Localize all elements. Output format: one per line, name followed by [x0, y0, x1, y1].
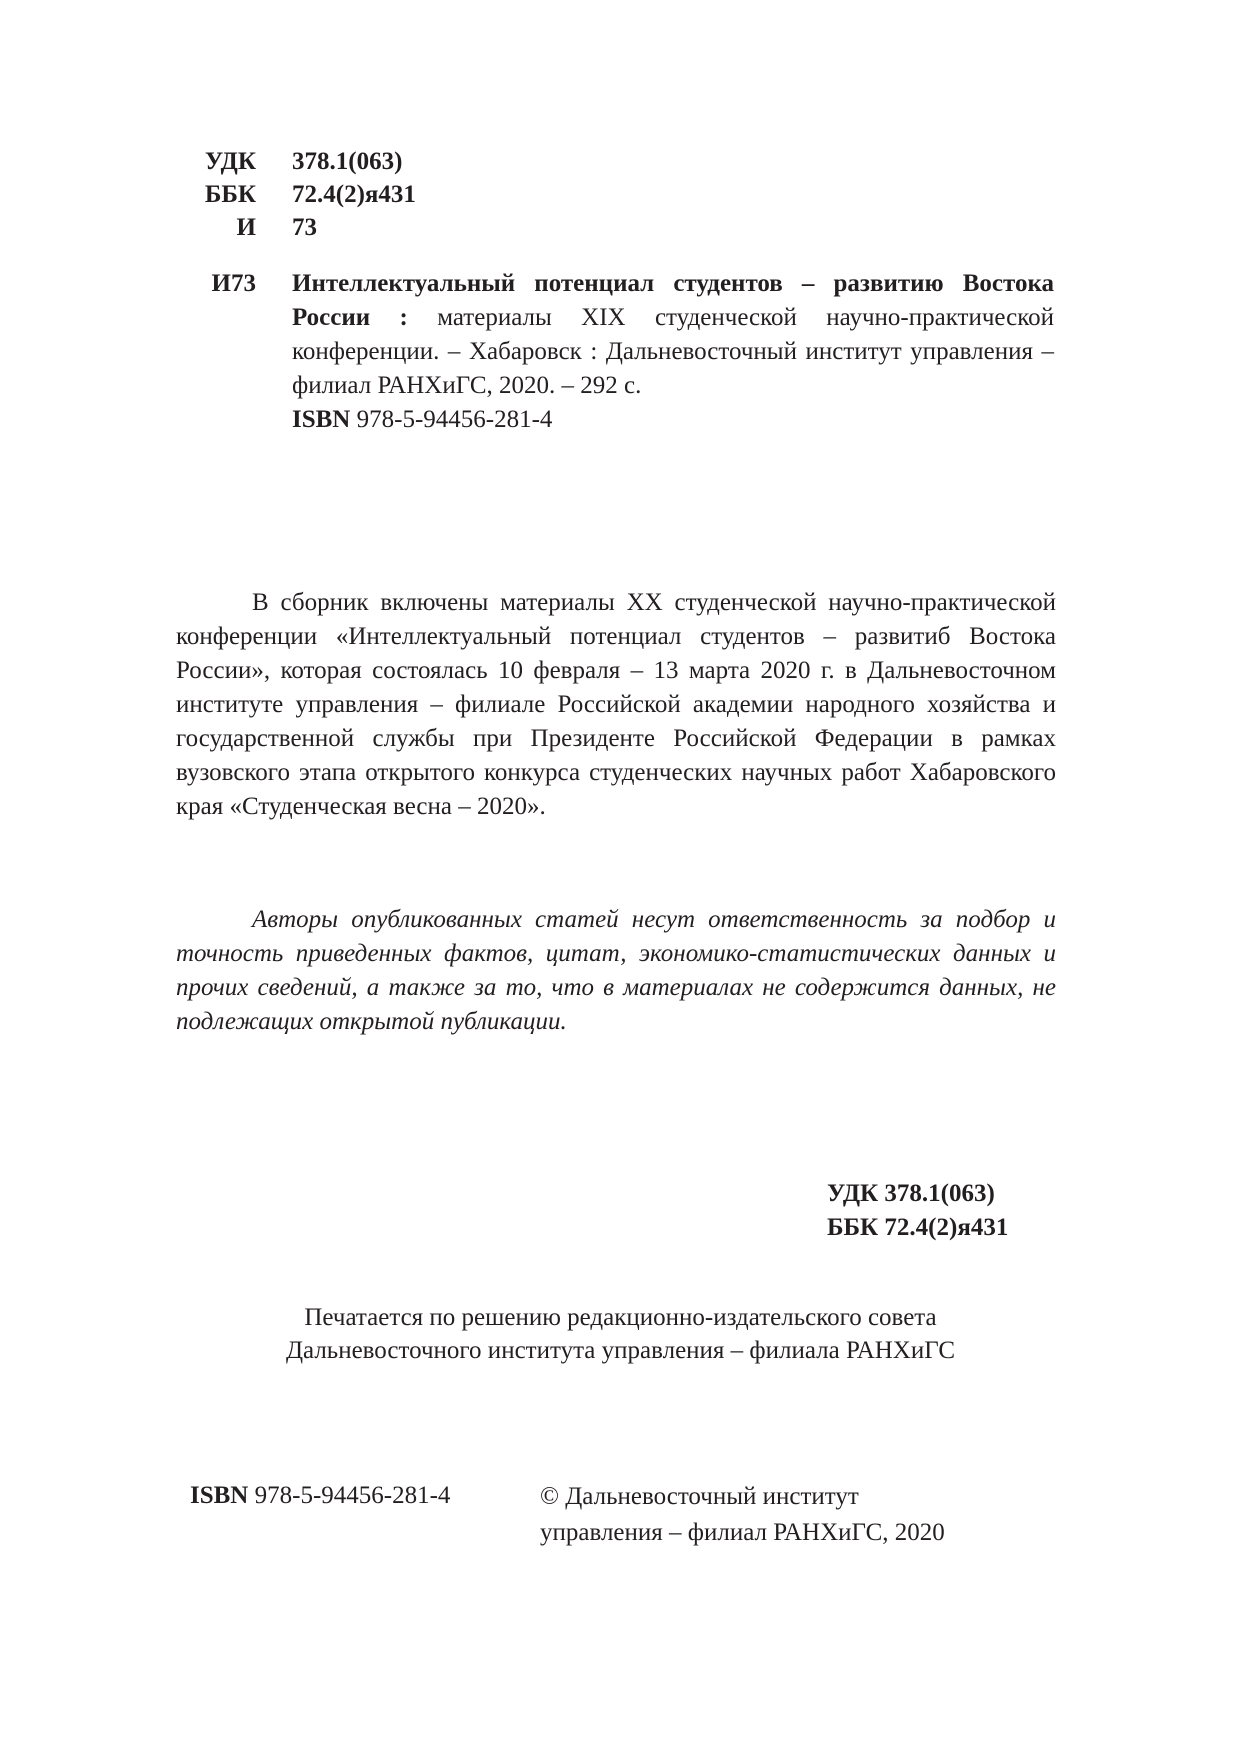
publication-details: материалы XIX студенческой научно-практической конференции. – Хабаровск : Дальневосточный институт управления – филиал РАНХиГС, 2020. – 292 с.: [292, 304, 1054, 399]
bbk-row: [196, 178, 416, 211]
footer-isbn-label: ISBN: [190, 1482, 249, 1509]
copyright-line-1: © Дальневосточный институт: [540, 1483, 859, 1510]
author-sign-row: [196, 211, 416, 244]
bbk-value: 72.4(2)я431: [292, 181, 416, 208]
print-approval-line-2: Дальневосточного института управления – филиала РАНХиГС: [285, 1337, 956, 1364]
footer-isbn-value: 978-5-94456-281-4: [248, 1482, 451, 1509]
author-number: 73: [292, 214, 317, 241]
isbn-label: ISBN: [292, 406, 351, 433]
bbk-repeat: ББК 72.4(2)я431: [827, 1214, 1009, 1241]
classification-codes: [196, 145, 416, 244]
isbn-value: 978-5-94456-281-4: [350, 406, 553, 433]
annotation: В сборник включены материалы XX студенческой научно-практической конференции «Интеллектуальный потенциал студентов – развитиб Востока России», которая состоялась 10 февраля – 13 марта 2020 г. в Дальневосточном институте управления – филиале Российской академии народного хозяйства и государственной службы при Президенте Российской Федерации в рамках вузовского этапа открытого конкурса студенческих научных работ Хабаровского края «Студенческая весна – 2020».: [176, 589, 1056, 820]
classification-codes-repeat: [827, 1177, 1008, 1245]
bibliographic-record: [196, 267, 1064, 437]
udk-repeat: УДК 378.1(063): [827, 1180, 995, 1207]
bbk-label: ББК: [204, 181, 256, 208]
copyright-line-2: управления – филиал РАНХиГС, 2020: [540, 1519, 945, 1546]
bibliographic-description: [292, 267, 1054, 437]
copyright: [540, 1479, 945, 1551]
print-approval: [0, 1301, 1241, 1367]
author-sign: И73: [211, 270, 256, 297]
udk-label: УДК: [204, 148, 256, 175]
book-title: Интеллектуальный потенциал студентов – развитию Востока России :: [292, 270, 1054, 331]
author-letter: И: [236, 214, 256, 241]
udk-value: 378.1(063): [292, 148, 403, 175]
disclaimer: Авторы опубликованных статей несут ответственность за подбор и точность приведенных фактов, цитат, экономико-статистических данных и прочих сведений, а также за то, что в материалах не содержится данных, не подлежащих открытой публикации.: [176, 906, 1056, 1035]
footer-isbn: [190, 1479, 450, 1513]
udk-row: [196, 145, 416, 178]
print-approval-line-1: Печатается по решению редакционно-издательского совета: [304, 1304, 937, 1331]
